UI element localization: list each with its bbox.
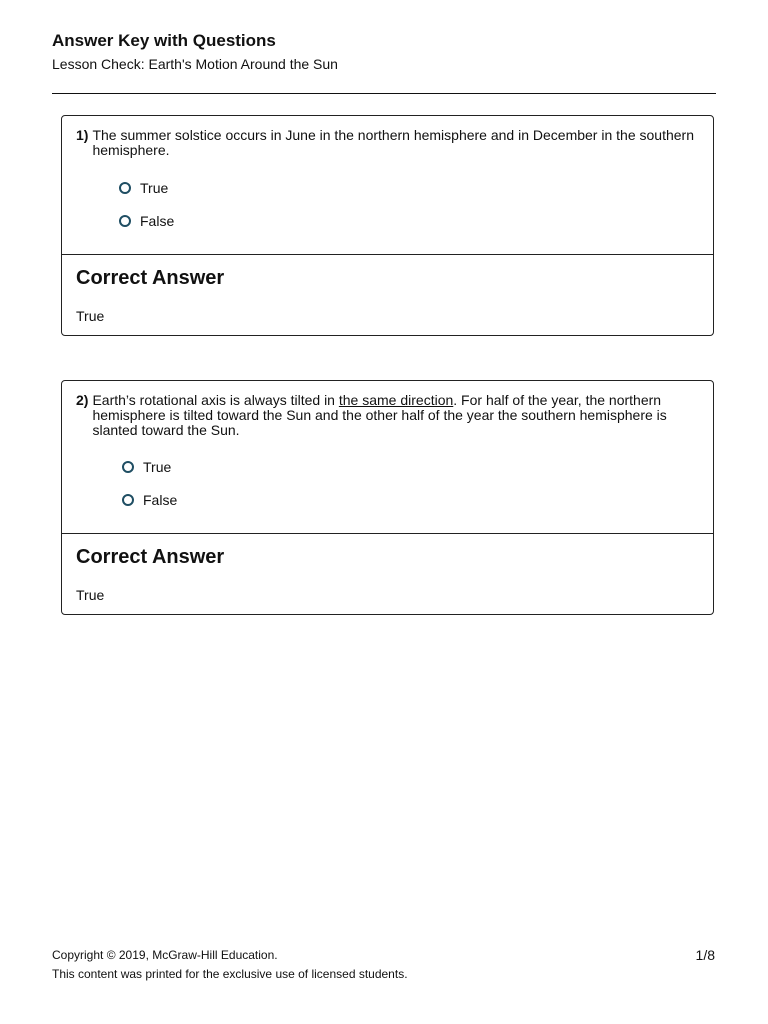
question-number: 1) (76, 127, 89, 143)
question-prompt-end: . For half of the year, the northern hemisphere is tilted toward the Sun and the other half of the year the southern hemisphere is slanted toward the Sun. (92, 392, 667, 438)
question-text (76, 128, 695, 158)
question-card-2 (61, 380, 714, 615)
footer-notice: This content was printed for the exclusive use of licensed students. (52, 967, 408, 981)
question-body (62, 116, 713, 255)
correct-answer-value: True (76, 587, 105, 603)
document-header (52, 30, 716, 74)
radio-button-icon[interactable] (122, 494, 134, 506)
radio-button-icon[interactable] (119, 215, 131, 227)
question-number: 2) (76, 392, 89, 408)
question-prompt-underlined: the same direction (338, 392, 454, 408)
question-body (62, 381, 713, 534)
option-label: True (140, 180, 169, 196)
question-prompt (92, 393, 695, 438)
document-subtitle: Lesson Check: Earth's Motion Around the Sun (52, 56, 338, 72)
question-card-1 (61, 115, 714, 336)
option-label: False (140, 213, 175, 229)
correct-answer-heading: Correct Answer (76, 267, 225, 289)
footer-copyright: Copyright © 2019, McGraw-Hill Education. (52, 948, 278, 962)
option-label: True (143, 459, 172, 475)
correct-answer-heading: Correct Answer (76, 546, 225, 568)
question-prompt: The summer solstice occurs in June in the northern hemisphere and in December in the southern hemisphere. (92, 127, 694, 158)
radio-button-icon[interactable] (119, 182, 131, 194)
correct-answer-value: True (76, 308, 105, 324)
header-divider (52, 93, 716, 94)
option-false[interactable] (119, 213, 174, 229)
question-text (76, 393, 695, 438)
option-label: False (143, 492, 178, 508)
option-true[interactable] (119, 180, 168, 196)
page-number: 1/8 (695, 947, 715, 963)
option-false[interactable] (122, 492, 177, 508)
radio-button-icon[interactable] (122, 461, 134, 473)
option-true[interactable] (122, 459, 171, 475)
question-prompt-start: Earth’s rotational axis is always tilted in (92, 392, 339, 408)
document-title: Answer Key with Questions (52, 31, 276, 50)
